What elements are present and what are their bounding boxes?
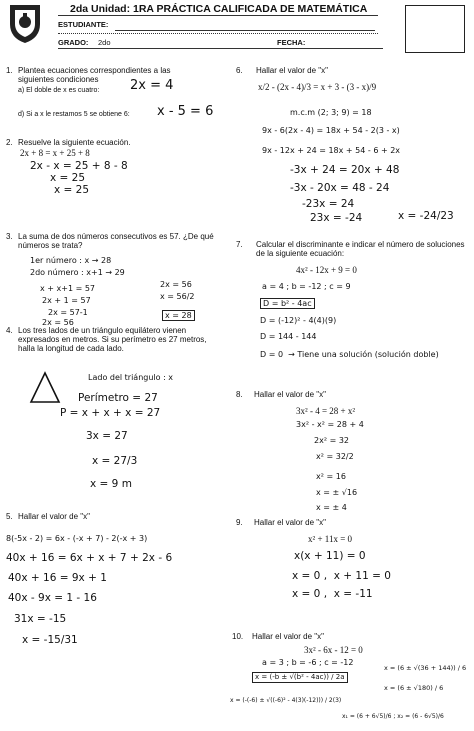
q3-work-4: 2x + 1 = 57 xyxy=(42,296,91,305)
q5-work-2: 40x + 16 = 9x + 1 xyxy=(8,572,107,584)
q5-work-3: 40x - 9x = 1 - 16 xyxy=(8,592,97,604)
q2-equation: 2x + 8 = x + 25 + 8 xyxy=(20,148,90,158)
q3-number: 3. xyxy=(6,232,13,241)
q3-work-2: 2do número : x+1 → 29 xyxy=(30,268,125,277)
q7-work-5: D = 0 → Tiene una solución (solución doble) xyxy=(260,350,439,359)
top-rule xyxy=(58,15,378,16)
q6-work-1: m.c.m (2; 3; 9) = 18 xyxy=(290,108,372,117)
q2-work-2: x = 25 xyxy=(50,172,86,184)
q4-number: 4. xyxy=(6,326,13,335)
q9-equation: x² + 11x = 0 xyxy=(308,534,353,544)
q8-work-2: 2x² = 32 xyxy=(314,436,349,445)
q3-work-1: 1er número : x → 28 xyxy=(30,256,112,265)
q7-work-1: a = 4 ; b = -12 ; c = 9 xyxy=(262,282,351,291)
q5-number: 5. xyxy=(6,512,13,521)
q7-text: Calcular el discriminante e indicar el número de soluciones de la siguiente ecuación: xyxy=(256,240,465,258)
student-label: ESTUDIANTE: xyxy=(58,20,109,29)
q5-work-4: 31x = -15 xyxy=(14,613,67,625)
q1-d-answer: x - 5 = 6 xyxy=(157,104,214,119)
q10-work-4: x = (6 ± √(36 + 144)) / 6 xyxy=(384,664,467,672)
q3-work-5: 2x = 57-1 xyxy=(48,308,88,317)
q2-number: 2. xyxy=(6,138,13,147)
q1-a-answer: 2x = 4 xyxy=(130,78,174,93)
q4-work-3: P = x + x + x = 27 xyxy=(60,407,161,419)
triangle-figure xyxy=(25,370,65,406)
q8-work-3: x² = 32/2 xyxy=(316,452,354,461)
q7-equation: 4x² - 12x + 9 = 0 xyxy=(296,265,357,275)
school-logo xyxy=(6,2,44,44)
q9-work-1: x(x + 11) = 0 xyxy=(294,550,366,562)
grade-value: 2do xyxy=(98,38,111,47)
q3-work-6: 2x = 56 xyxy=(42,318,74,327)
q7-work-3: D = (-12)² - 4(4)(9) xyxy=(260,316,337,325)
q10-work-1: a = 3 ; b = -6 ; c = -12 xyxy=(262,658,354,667)
q2-text: Resuelve la siguiente ecuación. xyxy=(18,138,131,147)
q3-work-9: x = 28 xyxy=(162,310,195,321)
q7-number: 7. xyxy=(236,240,243,249)
q8-work-1: 3x² - x² = 28 + 4 xyxy=(296,420,364,429)
q8-work-4: x² = 16 xyxy=(316,472,346,481)
q1-text: Plantea ecuaciones correspondientes a las siguientes condiciones xyxy=(18,66,171,84)
q10-text: Hallar el valor de "x" xyxy=(252,632,324,641)
q6-work-5: -3x - 20x = 48 - 24 xyxy=(290,182,390,194)
q5-equation: 8(-5x - 2) = 6x - (-x + 7) - 2(-x + 3) xyxy=(6,534,148,543)
q5-work-1: 40x + 16 = 6x + x + 7 + 2x - 6 xyxy=(6,552,173,564)
q8-number: 8. xyxy=(236,390,243,399)
q8-work-6: x = ± 4 xyxy=(316,503,347,512)
q6-work-2: 9x - 6(2x - 4) = 18x + 54 - 2(3 - x) xyxy=(262,126,400,135)
q3-work-8: x = 56/2 xyxy=(160,292,195,301)
q6-work-8: x = -24/23 xyxy=(398,210,454,222)
q1-d-label: d) Si a x le restamos 5 se obtiene 6: xyxy=(18,111,130,118)
q4-work-5: x = 27/3 xyxy=(92,455,138,467)
q1-a-label: a) El doble de x es cuatro: xyxy=(18,87,100,94)
q3-work-3: x + x+1 = 57 xyxy=(40,284,96,293)
q6-work-4: -3x + 24 = 20x + 48 xyxy=(290,164,400,176)
q2-work-3: x = 25 xyxy=(54,184,90,196)
grade-label: GRADO: xyxy=(58,38,89,47)
q10-work-2: x = (-b ± √(b² - 4ac)) / 2a xyxy=(252,672,348,683)
page-title: 2da Unidad: 1RA PRÁCTICA CALIFICADA DE MATEMÁTICA xyxy=(70,3,368,15)
q4-text: Los tres lados de un triángulo equilátero vienen expresados en metros. Si su perímetro es 27 metros, halla la longitud de cada lado. xyxy=(18,326,207,353)
q9-text: Hallar el valor de "x" xyxy=(254,518,326,527)
q6-text: Hallar el valor de "x" xyxy=(256,66,328,75)
q6-number: 6. xyxy=(236,66,243,75)
q10-work-3: x = (-(-6) ± √((-6)² - 4(3)(-12))) / 2(3) xyxy=(230,697,342,704)
q10-number: 10. xyxy=(232,632,244,641)
q8-equation: 3x² - 4 = 28 + x² xyxy=(296,406,356,416)
q7-work-4: D = 144 - 144 xyxy=(260,332,317,341)
q4-work-2: Perímetro = 27 xyxy=(78,392,158,404)
q6-work-3: 9x - 12x + 24 = 18x + 54 - 6 + 2x xyxy=(262,146,401,155)
q9-work-2: x = 0 , x + 11 = 0 xyxy=(292,570,391,582)
q9-work-3: x = 0 , x = -11 xyxy=(292,588,373,600)
q10-work-5: x = (6 ± √180) / 6 xyxy=(384,684,444,692)
q5-text: Hallar el valor de "x" xyxy=(18,512,90,521)
q3-text: La suma de dos números consecutivos es 57. ¿De qué números se trata? xyxy=(18,232,214,250)
q6-work-7: 23x = -24 xyxy=(310,212,363,224)
q4-work-1: Lado del triángulo : x xyxy=(88,373,174,382)
q1-number: 1. xyxy=(6,66,13,75)
q4-work-6: x = 9 m xyxy=(90,478,132,490)
q6-work-6: -23x = 24 xyxy=(302,198,355,210)
q8-work-5: x = ± √16 xyxy=(316,488,358,497)
header-divider xyxy=(58,33,378,34)
q9-number: 9. xyxy=(236,518,243,527)
q7-work-2: D = b² - 4ac xyxy=(260,298,315,309)
student-line xyxy=(115,30,375,31)
grade-line xyxy=(58,48,383,49)
date-label: FECHA: xyxy=(277,38,306,47)
q2-work-1: 2x - x = 25 + 8 - 8 xyxy=(30,160,128,172)
grade-box xyxy=(405,5,465,53)
q10-equation: 3x² - 6x - 12 = 0 xyxy=(304,645,363,655)
q8-text: Hallar el valor de "x" xyxy=(254,390,326,399)
q6-equation: x/2 - (2x - 4)/3 = x + 3 - (3 - x)/9 xyxy=(258,82,377,92)
q5-work-5: x = -15/31 xyxy=(22,634,78,646)
q4-work-4: 3x = 27 xyxy=(86,430,128,442)
q3-work-7: 2x = 56 xyxy=(160,280,192,289)
q10-work-6: x₁ = (6 + 6√5)/6 ; x₂ = (6 - 6√5)/6 xyxy=(342,713,444,720)
